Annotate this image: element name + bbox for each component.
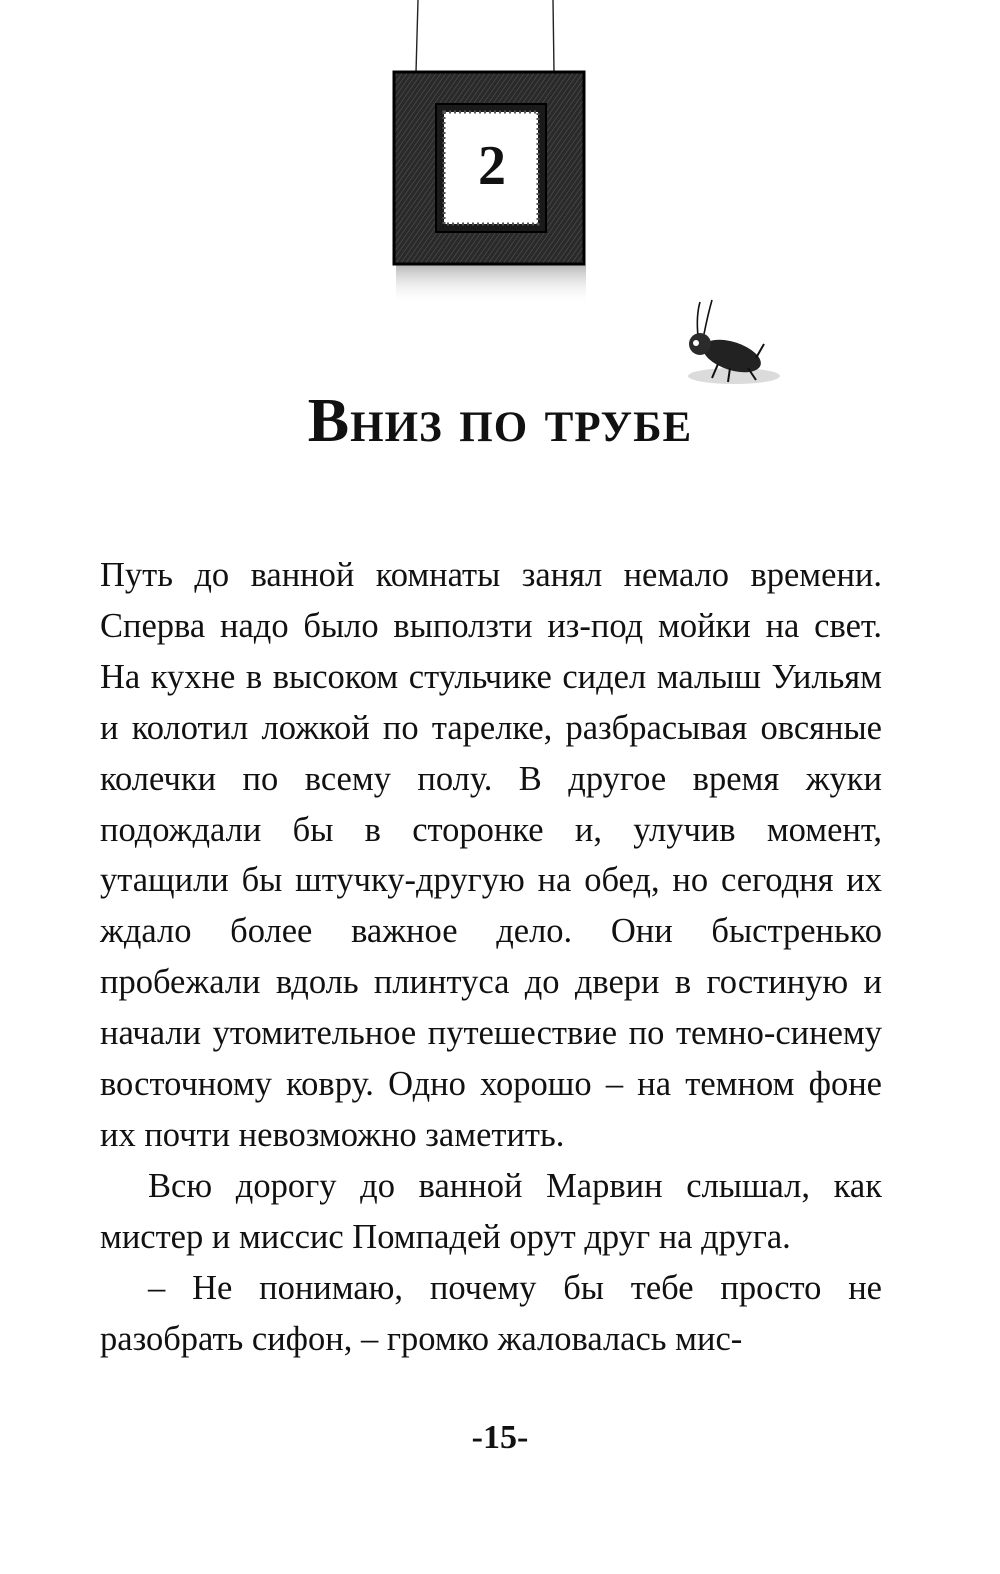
paragraph: – Не понимаю, почему бы тебе просто не разобрать сифон, – громко жаловалась мис-: [100, 1268, 882, 1358]
paragraph: Путь до ванной комнаты занял немало времени. Сперва надо было выползти из-под мойки на свет. На кухне в высоком стульчике сидел малыш Уильям и колотил ложкой по тарелке, разбрасывая овсяные колечки по всему полу. В другое время жуки подождали бы в сторонке и, улучив момент, утащили бы штучку-другую на обед, но сегодня их ждало более важное дело. Они быстренько пробежали вдоль плинтуса до двери в гостиную и начали утомительное путешествие по темно-синему восточному ковру. Одно хорошо – на темном фоне их почти невозможно заметить.: [100, 556, 882, 1154]
body-text: [100, 550, 882, 1365]
beetle-icon: [668, 298, 788, 398]
paragraph: Всю дорогу до ванной Марвин слышал, как мистер и миссис Помпадей орут друг на друга.: [100, 1166, 882, 1256]
chapter-number: 2: [478, 135, 506, 197]
chapter-title: Вниз по трубе: [307, 387, 693, 455]
page-number: -15-: [471, 1419, 529, 1456]
